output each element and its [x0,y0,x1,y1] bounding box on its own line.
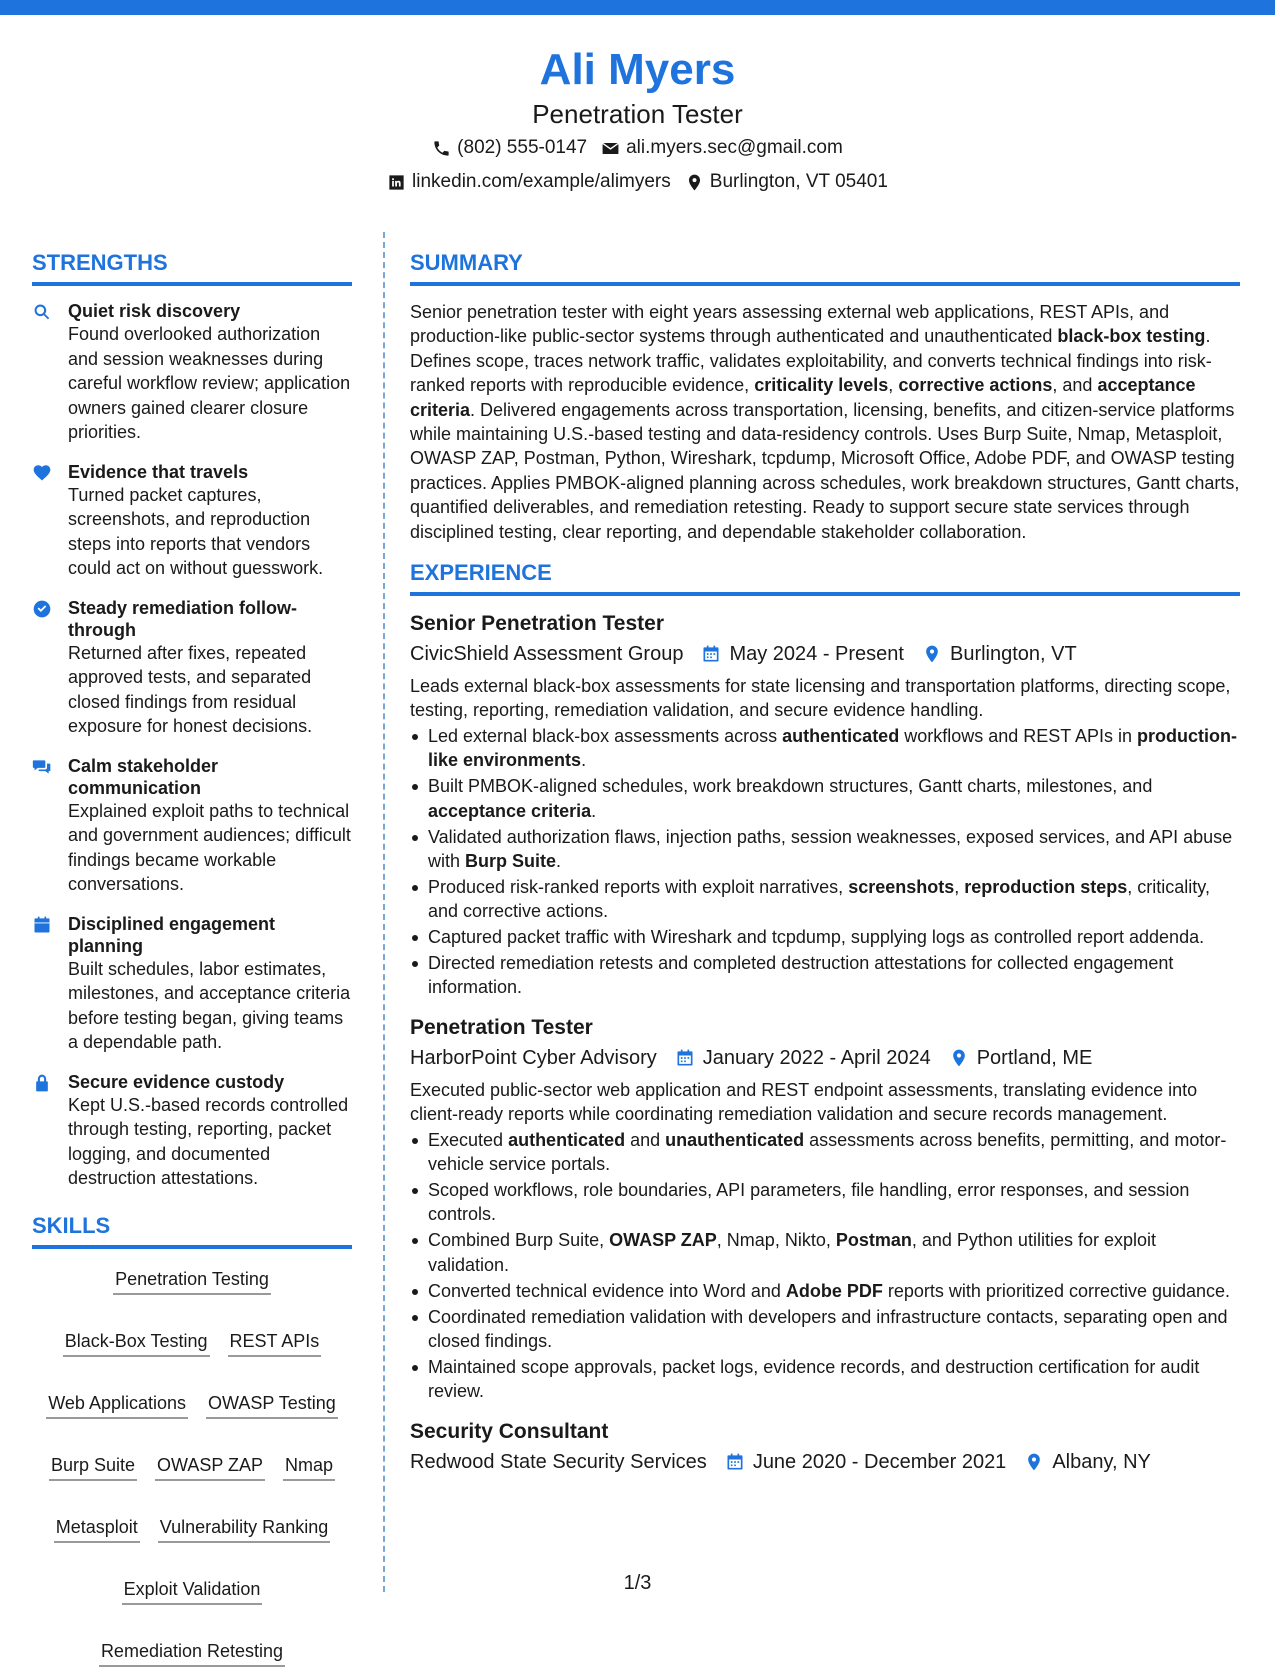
job-bullets [410,1128,1240,1404]
text-run: Converted technical evidence into Word and [428,1280,786,1301]
bullet-item [410,1279,1240,1303]
experience-heading: EXPERIENCE [410,558,1240,596]
job-meta [410,1446,1240,1478]
calendar-icon [725,1452,745,1472]
text-run: Captured packet traffic with Wireshark and tcpdump, supplying logs as controlled report addenda. [428,927,1205,948]
text-run: , and Python utilities for exploit validation. [428,1230,1156,1275]
company-name: CivicShield Assessment Group [410,643,684,666]
text-run: Maintained scope approvals, packet logs, evidence records, and destruction certification for audit review. [428,1356,1200,1402]
skills-list [32,1265,352,1667]
skill-tag: Exploit Validation [122,1577,263,1605]
bold-text: unauthenticated [665,1129,805,1150]
company-name: HarborPoint Cyber Advisory [410,1046,657,1069]
strength-text: Kept U.S.-based records controlled through testing, reporting, packet logging, and documented destruction attestations. [68,1094,349,1188]
strength-text: Found overlooked authorization and session weaknesses during careful workflow review; application owners gained clearer closure priorities. [68,324,351,442]
text-run: Led external black-box assessments across [428,725,783,746]
bullet-item [410,1305,1240,1354]
bold-text: acceptance criteria [428,800,592,821]
page-number: 1/3 [623,1572,652,1594]
job-location: Portland, ME [976,1046,1093,1069]
bold-text: black-box testing [1057,326,1206,347]
text-run: Executed [428,1129,509,1150]
skill-tag: Remediation Retesting [99,1639,285,1667]
experience-list [410,610,1240,1478]
bold-text: corrective actions [898,375,1053,396]
bold-text: reproduction steps [964,876,1128,897]
bold-text: criticality levels [754,375,889,396]
top-accent-bar [0,0,1275,15]
strengths-heading: STRENGTHS [32,248,352,286]
bold-text: Adobe PDF [785,1280,883,1301]
job-location: Albany, NY [1052,1450,1151,1473]
job-title: Penetration Tester [410,1015,593,1039]
summary-heading: SUMMARY [410,248,1240,286]
job-description: Leads external black-box assessments for state licensing and transportation platforms, directing scope, testing, reporting, remediation validation, and secure evidence handling. [410,676,1231,721]
job-bullets [410,724,1240,1000]
text-run: Validated authorization flaws, injection paths, session weaknesses, exposed services, and API abuse with [428,826,1233,871]
job-dates: May 2024 - Present [729,643,904,666]
text-run: . [556,850,562,871]
bold-text: Burp Suite [465,850,557,871]
map-pin-icon [1024,1452,1044,1472]
bullet-item [410,1228,1240,1277]
text-run: Senior penetration tester with eight years assessing external web applications, REST APIs, and production-like public-sector systems through authenticated and unauthenticated [410,302,1170,347]
job-title: Senior Penetration Tester [410,612,665,636]
job-entry [410,1418,1240,1478]
candidate-name: Ali Myers [539,45,736,94]
bullet-item [410,925,1240,949]
heart-icon [32,463,52,483]
bullet-item [410,875,1240,924]
candidate-title: Penetration Tester [532,99,743,129]
bullet-item [410,1128,1240,1177]
job-entry [410,610,1240,1000]
contact-row-1 [0,132,1275,164]
envelope-icon [601,139,620,158]
calendar-icon [701,644,721,664]
bullet-item [410,774,1240,823]
left-column [32,248,352,1667]
skills-heading: SKILLS [32,1211,352,1249]
company-name: Redwood State Security Services [410,1450,707,1473]
text-run: , and [1052,375,1098,396]
strength-item [32,597,352,739]
job-description: Executed public-sector web application and REST endpoint assessments, translating evidence into client-ready reports while coordinating remediation validation and secure records management. [410,1079,1198,1125]
location-text: Burlington, VT 05401 [709,171,888,192]
lock-icon [32,1073,52,1093]
linkedin-text[interactable]: linkedin.com/example/alimyers [412,171,671,192]
text-run: . [591,800,597,821]
text-run: Directed remediation retests and completed destruction attestations for collected engagement information. [428,953,1174,998]
text-run: , [954,876,965,897]
bold-text: Postman [835,1230,912,1251]
job-entry [410,1014,1240,1404]
right-column [410,248,1240,1492]
search-icon [32,302,52,322]
skill-tag: Nmap [283,1453,335,1481]
skill-tag: OWASP Testing [206,1391,338,1419]
map-pin-icon [685,173,704,192]
bold-text: screenshots [848,876,955,897]
strength-title: Disciplined engagement planning [68,913,276,956]
skill-tag: REST APIs [228,1329,322,1357]
strength-item [32,1071,352,1191]
text-run: Combined Burp Suite, [428,1230,610,1251]
text-run: , Nmap, Nikto, [716,1230,836,1251]
phone-text: (802) 555-0147 [457,137,588,158]
text-run: and [625,1129,666,1150]
strength-item [32,461,352,581]
bold-text: production-like environments [428,725,1237,771]
job-title: Security Consultant [410,1419,609,1443]
strength-item [32,913,352,1055]
job-dates: June 2020 - December 2021 [752,1450,1007,1473]
summary-text [410,300,1240,544]
text-run: Coordinated remediation validation with developers and infrastructure contacts, separating open and closed findings. [428,1306,1228,1351]
text-run: Scoped workflows, role boundaries, API parameters, file handling, error responses, and session controls. [428,1179,1190,1225]
job-dates: January 2022 - April 2024 [702,1046,931,1069]
phone-contact [432,132,587,164]
strength-item [32,300,352,445]
linkedin-icon [387,173,406,192]
strength-title: Quiet risk discovery [68,301,241,321]
skill-tag: Web Applications [46,1391,188,1419]
skill-tag: OWASP ZAP [155,1453,265,1481]
skill-tag: Metasploit [54,1515,140,1543]
text-run: . Defines scope, traces network traffic, validates exploitability, and converts technical findings into risk-ranked reports with reproducible evidence, [410,326,1212,396]
email-text[interactable]: ali.myers.sec@gmail.com [626,137,843,158]
strength-text: Explained exploit paths to technical and government audiences; difficult findings became workable conversations. [68,800,351,894]
text-run: Built PMBOK-aligned schedules, work breakdown structures, Gantt charts, milestones, and [428,776,1153,797]
text-run: Produced risk-ranked reports with exploit narratives, [428,876,849,897]
contact-row-2 [0,166,1275,198]
column-divider [383,232,385,1592]
bold-text: authenticated [508,1129,626,1150]
text-run: , [888,375,899,396]
strength-text: Returned after fixes, repeated approved tests, and separated closed findings from residual exposure for honest decisions. [68,642,313,736]
phone-icon [432,139,451,158]
resume-header [0,42,1275,198]
strength-item [32,755,352,897]
bullet-item [410,1355,1240,1404]
text-run: . [581,750,587,771]
map-pin-icon [922,644,942,664]
skill-tag: Vulnerability Ranking [158,1515,330,1543]
skill-tag: Black-Box Testing [63,1329,210,1357]
strength-title: Secure evidence custody [68,1071,285,1092]
strength-title: Steady remediation follow-through [68,597,298,640]
bullet-item [410,825,1240,874]
bullet-item [410,724,1240,773]
calendar-icon [32,915,52,935]
job-meta [410,638,1240,670]
skill-tag: Penetration Testing [113,1267,271,1295]
job-location: Burlington, VT [949,643,1077,666]
email-contact[interactable] [601,132,843,164]
text-run: assessments across benefits, permitting, and motor-vehicle service portals. [428,1129,1227,1175]
job-meta [410,1042,1240,1074]
bold-text: acceptance criteria [410,375,1196,420]
strength-title: Calm stakeholder communication [68,755,219,798]
bold-text: authenticated [782,725,900,746]
skill-tag: Burp Suite [49,1453,137,1481]
text-run: . Delivered engagements across transportation, licensing, benefits, and citizen-service platforms while maintaining U.S.-based testing and data-residency controls. Uses Burp Suite, Nmap, Metasploit, OWASP ZAP, Postman, Python, Wireshark, tcpdump, Microsoft Office, Adobe PDF, and OWASP testing practices. Applies PMBOK-aligned planning across schedules, work breakdown structures, Gantt charts, quantified deliverables, and remediation retesting. Ready to support secure state services through disciplined testing, clear reporting, and dependable stakeholder collaboration. [410,399,1240,542]
map-pin-icon [949,1048,969,1068]
text-run: , criticality, and corrective actions. [428,876,1210,922]
strength-text: Built schedules, labor estimates, milestones, and acceptance criteria before testing began, giving teams a dependable path. [68,958,351,1052]
text-run: reports with prioritized corrective guidance. [882,1280,1231,1301]
check-circle-icon [32,599,52,619]
calendar-icon [675,1048,695,1068]
strength-title: Evidence that travels [68,461,249,482]
comments-icon [32,757,52,777]
text-run: workflows and REST APIs in [899,725,1137,746]
bullet-item [410,1178,1240,1227]
location-contact [685,166,888,198]
linkedin-contact[interactable] [387,166,671,198]
bullet-item [410,951,1240,1000]
bold-text: OWASP ZAP [609,1230,717,1251]
strength-text: Turned packet captures, screenshots, and reproduction steps into reports that vendors could act on without guesswork. [68,484,324,578]
